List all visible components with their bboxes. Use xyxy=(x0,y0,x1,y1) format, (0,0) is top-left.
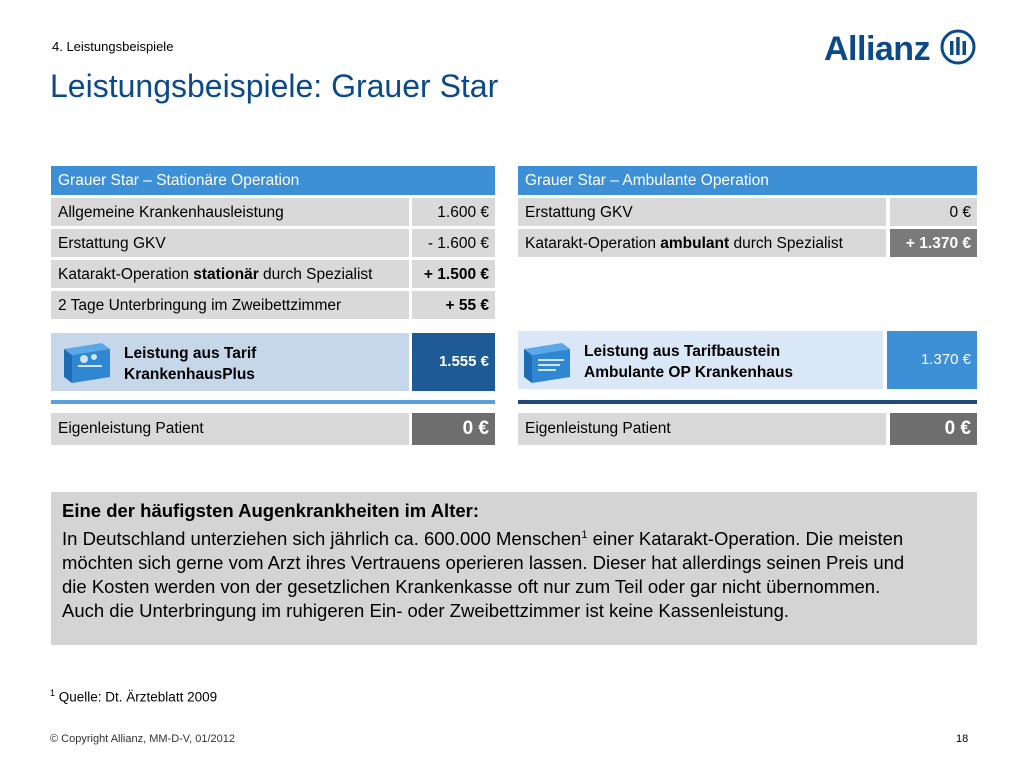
table-row-value: - 1.600 € xyxy=(412,229,495,257)
label-text: Katarakt-Operation xyxy=(58,266,194,283)
info-line: die Kosten werden von der gesetzlichen Krankenkasse oft nur zum Teil oder gar nicht übernommen. xyxy=(62,576,881,598)
patient-share-label: Eigenleistung Patient xyxy=(51,413,409,445)
info-line: möchten sich gerne vom Arzt ihres Vertrauens operieren lassen. Dieser hat allerdings seinen Preis und xyxy=(62,552,905,574)
footnote-mark: 1 xyxy=(50,688,56,698)
stationary-table-header: Grauer Star – Stationäre Operation xyxy=(51,166,495,195)
tariff-box-icon xyxy=(518,339,572,385)
table-row-label: Erstattung GKV xyxy=(51,229,409,257)
info-line: Auch die Unterbringung im ruhigeren Ein- oder Zweibettzimmer ist keine Kassenleistung. xyxy=(62,600,789,622)
benefit-line: Ambulante OP Krankenhaus xyxy=(584,364,794,381)
section-label: 4. Leistungsbeispiele xyxy=(52,39,174,54)
page-title: Leistungsbeispiele: Grauer Star xyxy=(50,68,499,104)
allianz-eagle-icon xyxy=(940,29,976,65)
benefit-text xyxy=(124,343,256,385)
table-row-label: Allgemeine Krankenhausleistung xyxy=(51,198,409,226)
benefit-line: Leistung aus Tarifbaustein xyxy=(584,343,781,360)
benefit-value: 1.555 € xyxy=(412,333,495,391)
table-row-label xyxy=(518,229,886,257)
table-row-value: + 1.370 € xyxy=(890,229,977,257)
info-text: In Deutschland unterziehen sich jährlich ca. 600.000 Menschen xyxy=(62,528,582,550)
benefit-text xyxy=(584,341,793,383)
info-heading: Eine der häufigsten Augenkrankheiten im Alter: xyxy=(62,500,480,521)
table-row-label: 2 Tage Unterbringung im Zweibettzimmer xyxy=(51,291,409,319)
divider xyxy=(51,400,495,404)
label-emphasis: stationär xyxy=(193,266,259,283)
benefit-label-box xyxy=(51,333,409,391)
table-row-label xyxy=(51,260,409,288)
footnote xyxy=(50,688,217,705)
footnote-ref: 1 xyxy=(581,529,588,541)
benefit-label-box xyxy=(518,331,883,389)
info-box xyxy=(51,492,977,645)
label-text: durch Spezialist xyxy=(258,266,373,283)
info-text: einer Katarakt-Operation. Die meisten xyxy=(587,528,904,550)
logo-wordmark: Allianz xyxy=(824,30,931,68)
info-line xyxy=(62,523,977,551)
ambulant-table-header: Grauer Star – Ambulante Operation xyxy=(518,166,977,195)
patient-share-value: 0 € xyxy=(412,413,495,445)
benefit-line: KrankenhausPlus xyxy=(124,366,255,383)
patient-share-label: Eigenleistung Patient xyxy=(518,413,886,445)
copyright: © Copyright Allianz, MM-D-V, 01/2012 xyxy=(50,733,236,745)
table-row-value: + 1.500 € xyxy=(412,260,495,288)
patient-share-value: 0 € xyxy=(890,413,977,445)
table-row-value: 0 € xyxy=(890,198,977,226)
benefit-line: Leistung aus Tarif xyxy=(124,345,257,362)
table-row-value: + 55 € xyxy=(412,291,495,319)
table-row-label: Erstattung GKV xyxy=(518,198,886,226)
divider xyxy=(518,400,977,404)
tariff-box-icon xyxy=(58,339,114,385)
page-number: 18 xyxy=(956,733,969,745)
table-row-value: 1.600 € xyxy=(412,198,495,226)
label-emphasis: ambulant xyxy=(660,235,730,252)
benefit-value: 1.370 € xyxy=(887,331,977,389)
label-text: durch Spezialist xyxy=(729,235,843,252)
label-text: Katarakt-Operation xyxy=(525,235,661,252)
allianz-logo xyxy=(824,28,976,70)
footnote-text: Quelle: Dt. Ärzteblatt 2009 xyxy=(55,689,218,705)
